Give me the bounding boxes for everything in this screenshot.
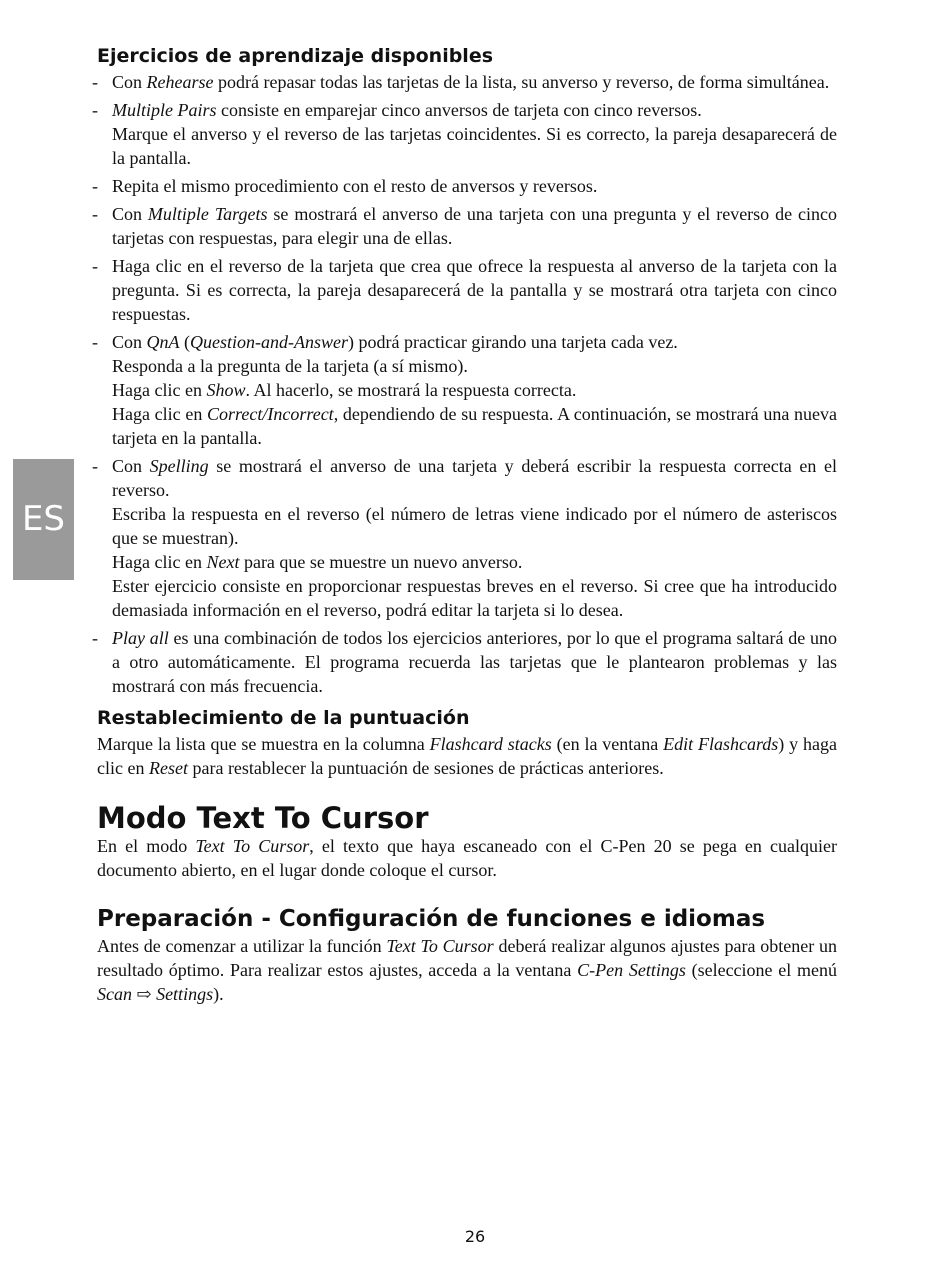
bullet-dash: - [92,256,98,276]
italic-term: Play all [112,628,169,648]
list-item-line [112,626,837,698]
text-run: deberá realizar algunos ajustes para obtener un resultado óptimo. Para realizar estos ajustes, acceda a la ventana [97,936,838,980]
list-item-line [112,174,837,198]
list-item-line [112,454,837,502]
list-item [93,330,837,450]
text-run: podrá repasar todas las tarjetas de la lista, su anverso y reverso, de forma simultánea. [213,72,830,92]
italic-term: Multiple Pairs [112,100,217,120]
text-run: consiste en emparejar cinco anversos de tarjeta con cinco reversos. [216,100,702,120]
text-run: Escriba la respuesta en el reverso (el número de letras viene indicado por el número de asteriscos que se muestran). [112,504,837,548]
text-run: Antes de comenzar a utilizar la función [97,936,387,956]
text-run: Con [112,332,147,352]
list-item [93,626,837,698]
section-heading-exercises: Ejercicios de aprendizaje disponibles [97,45,494,67]
text-run: para que se muestre un nuevo anverso. [239,552,523,572]
list-item-line [112,98,837,122]
text-run: ). [213,984,224,1004]
bullet-dash: - [92,456,98,476]
list-item-line [112,502,837,550]
text-run: para restablecer la puntuación de sesiones de prácticas anteriores. [187,758,664,778]
italic-term: C-Pen Settings [577,960,686,980]
italic-term: Show [206,380,246,400]
italic-term: Flashcard stacks [429,734,552,754]
italic-term: Multiple Targets [147,204,268,224]
italic-term: Spelling [149,456,209,476]
italic-term: Reset [148,758,188,778]
text-run: Marque la lista que se muestra en la columna [97,734,430,754]
section-heading-text-to-cursor: Modo Text To Cursor [97,801,429,835]
text-run: Con [112,456,150,476]
reset-paragraph [97,732,837,780]
text-run: En el modo [97,836,196,856]
italic-term: Next [206,552,240,572]
list-item [93,454,837,622]
text-run: Ester ejercicio consiste en proporcionar respuestas breves en el reverso. Si cree que ha introducido demasiada información en el reverso, podrá editar la tarjeta si lo desea. [112,576,837,620]
text-run: ) y haga clic en [97,734,837,778]
list-item-line [112,122,837,170]
italic-term: Text To Cursor [386,936,494,956]
list-item [93,174,837,198]
italic-term: Correct/Incorrect [207,404,334,424]
text-run: Haga clic en [112,404,208,424]
text-run: Haga clic en [112,552,207,572]
text-run: Con [112,204,148,224]
list-item-line [112,70,837,94]
list-item-line [112,378,837,402]
list-item [93,70,837,94]
italic-term: Rehearse [146,72,214,92]
section-heading-reset: Restablecimiento de la puntuación [97,707,470,729]
list-item-line [112,330,837,354]
text-run: Repita el mismo procedimiento con el resto de anversos y reversos. [112,176,598,196]
language-side-tab [13,459,74,580]
text-run: se mostrará el anverso de una tarjeta y deberá escribir la respuesta correcta en el reverso. [112,456,837,500]
text-run: Haga clic en [112,380,207,400]
list-item [93,98,837,170]
text-run: , dependiendo de su respuesta. A continuación, se mostrará una nueva tarjeta en la pantalla. [112,404,838,448]
italic-term: Scan ⇨ Settings [97,984,214,1004]
language-tab-label: ES [21,499,66,539]
list-item [93,254,837,326]
list-item-line [112,354,837,378]
text-run: Marque el anverso y el reverso de las tarjetas coincidentes. Si es correcto, la pareja desaparecerá de la pantalla. [112,124,837,168]
text-run: . Al hacerlo, se mostrará la respuesta correcta. [245,380,577,400]
italic-term: Edit Flashcards [663,734,779,754]
exercise-list [92,70,838,698]
text-to-cursor-paragraph [97,834,837,882]
bullet-dash: - [92,176,98,196]
text-run: Con [112,72,147,92]
text-run: , el texto que haya escaneado con el C-Pen 20 se pega en cualquier documento abierto, en el lugar donde coloque el cursor. [97,836,837,880]
italic-term: Text To Cursor [195,836,310,856]
section-heading-preparation: Preparación - Configuración de funciones e idiomas [97,906,766,932]
list-item-line [112,550,837,574]
italic-term: QnA [146,332,180,352]
list-item-line [112,574,837,622]
text-run: (en la ventana [551,734,664,754]
page-content [92,44,838,1006]
text-run: ) podrá practicar girando una tarjeta cada vez. [348,332,678,352]
text-run: (seleccione el menú [685,960,837,980]
bullet-dash: - [92,100,98,120]
text-run: es una combinación de todos los ejercicios anteriores, por lo que el programa saltará de uno a otro automáticamente. El programa recuerda las tarjetas que le plantearon problemas y las mostrará con más frecuencia. [112,628,837,696]
bullet-dash: - [92,72,98,92]
list-item-line [112,202,837,250]
bullet-dash: - [92,204,98,224]
page-number: 26 [464,1227,486,1246]
list-item-line [112,402,837,450]
text-run: ( [179,332,191,352]
list-item-line [112,254,837,326]
bullet-dash: - [92,332,98,352]
text-run: se mostrará el anverso de una tarjeta con una pregunta y el reverso de cinco tarjetas con respuestas, para elegir una de ellas. [112,204,837,248]
text-run: Responda a la pregunta de la tarjeta (a sí mismo). [112,356,468,376]
bullet-dash: - [92,628,98,648]
text-run: Haga clic en el reverso de la tarjeta que crea que ofrece la respuesta al anverso de la tarjeta con la pregunta. Si es correcta, la pareja desaparecerá de la pantalla y se mostrará otra tarjeta con cinco respuestas. [112,256,837,324]
list-item [93,202,837,250]
preparation-paragraph [97,934,837,1006]
italic-term: Question-and-Answer [190,332,348,352]
